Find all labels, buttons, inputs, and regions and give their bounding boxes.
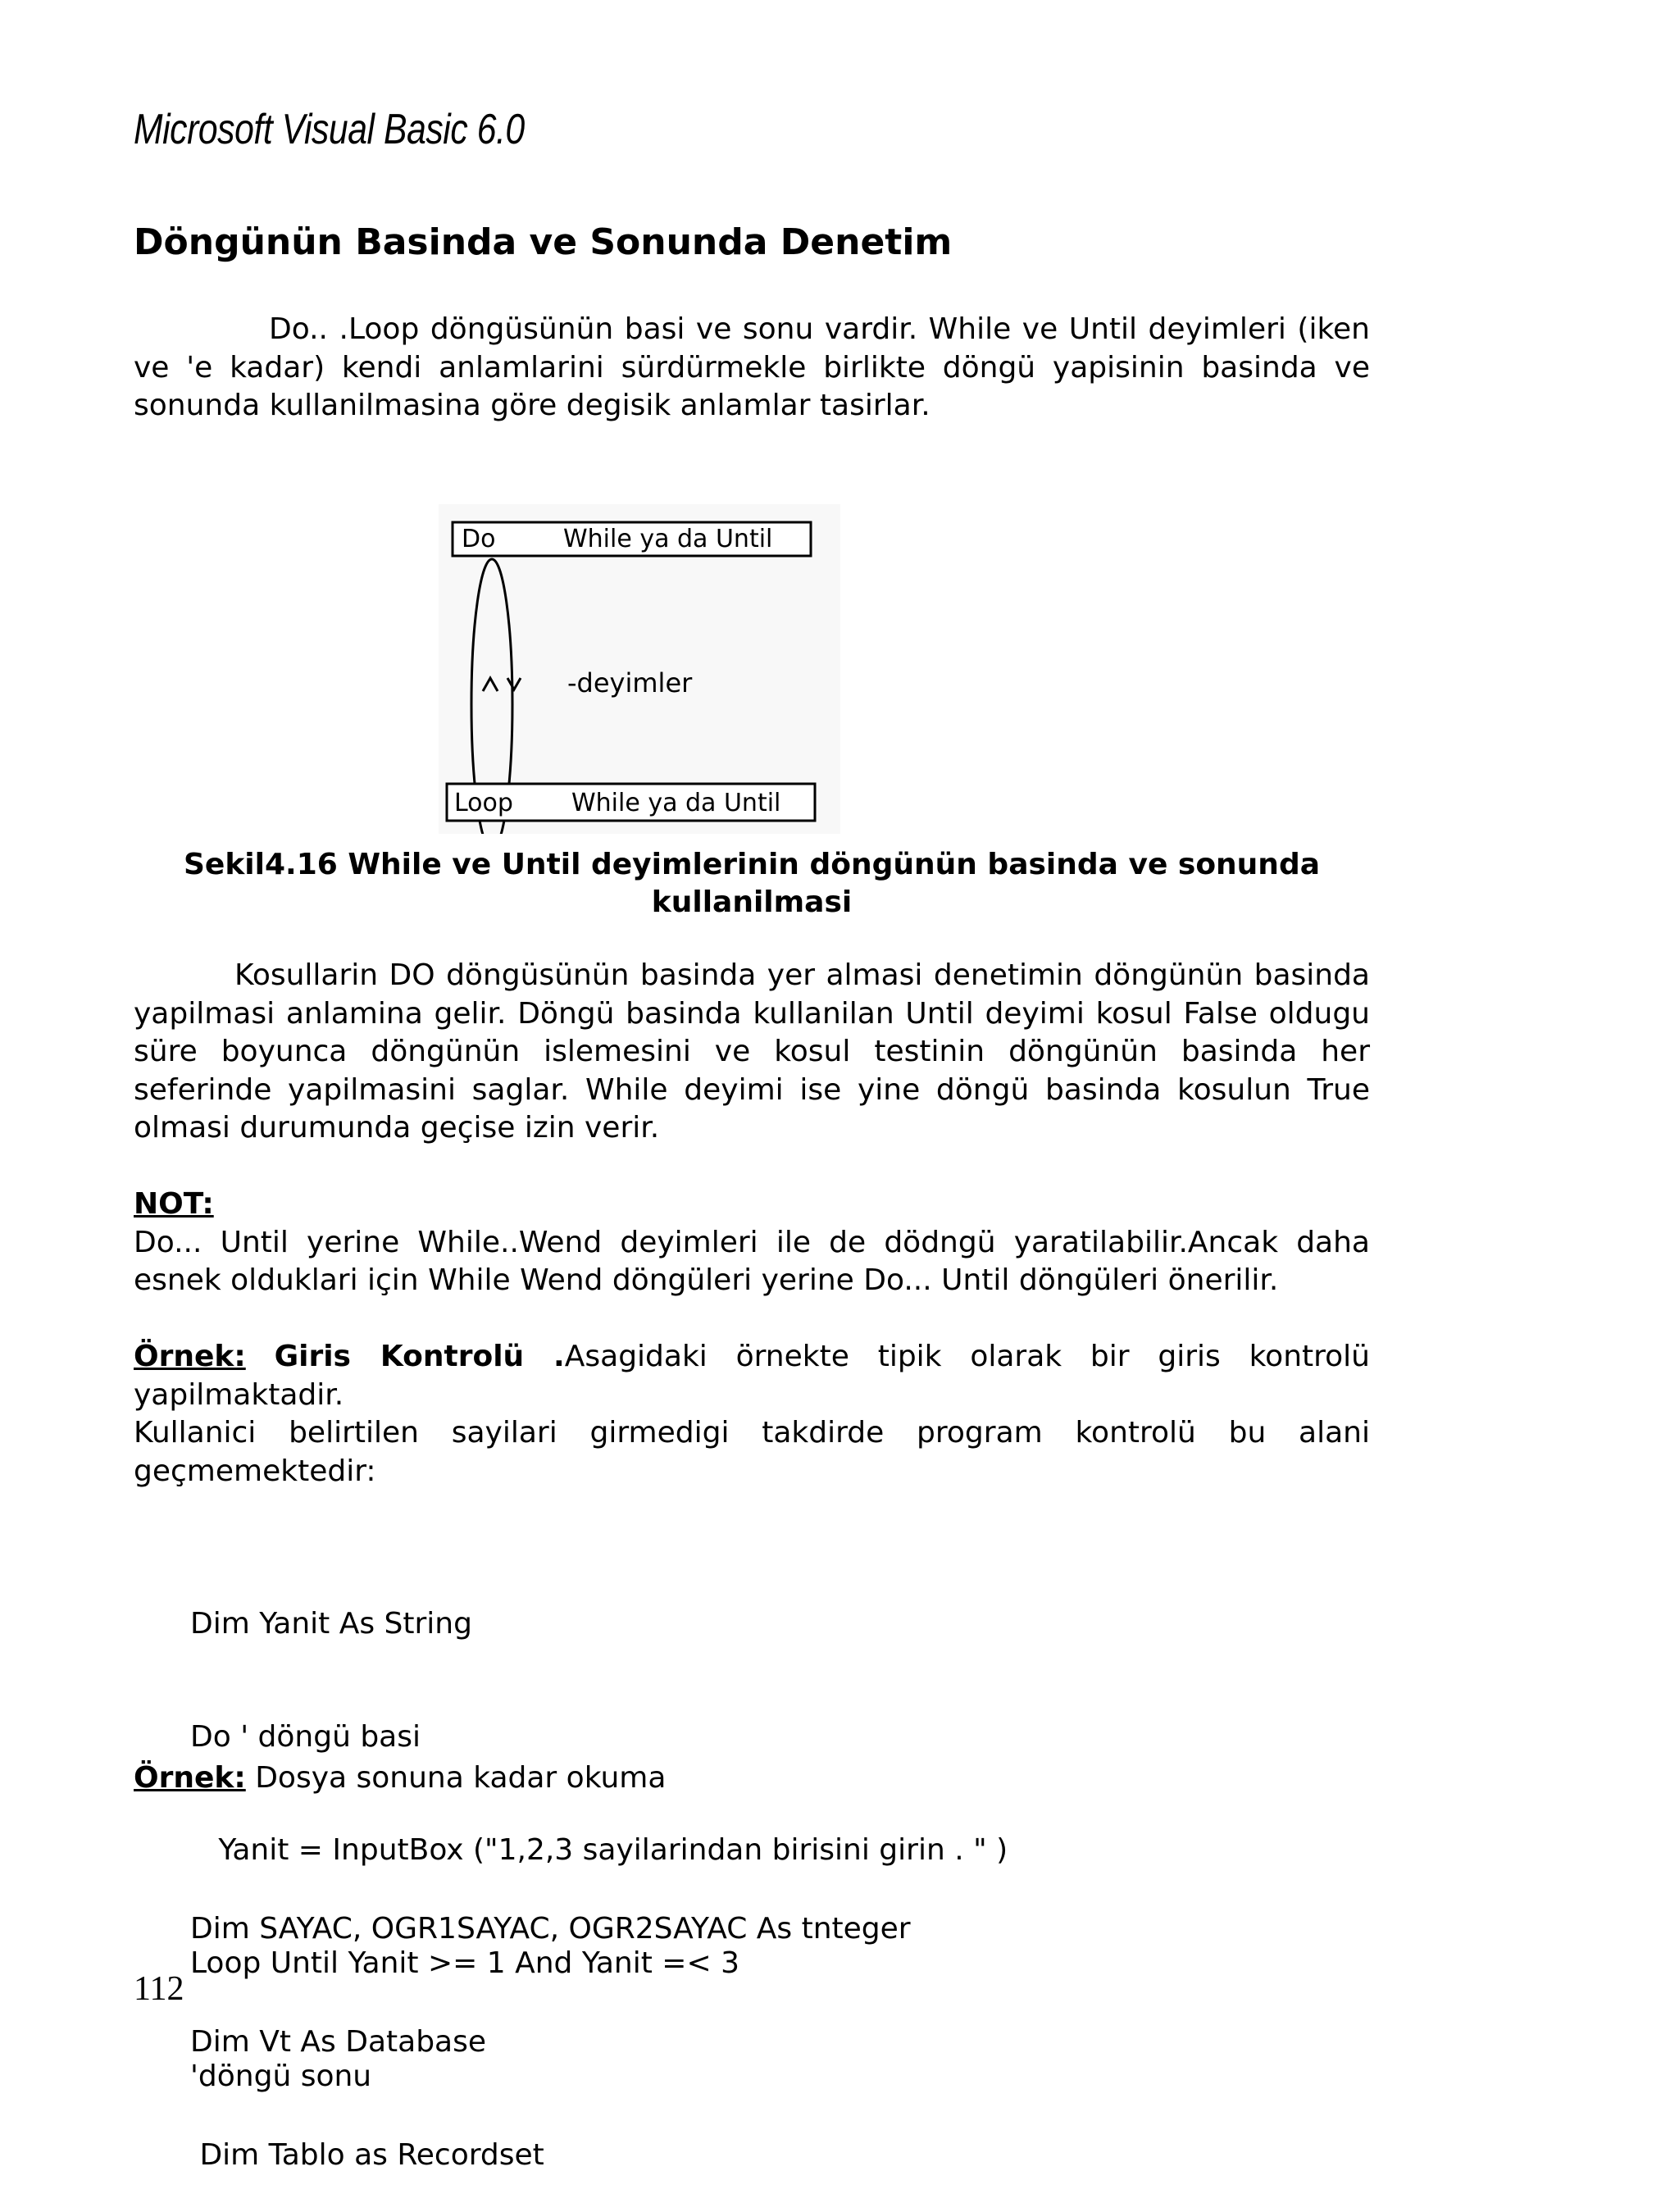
intro-paragraph: Do.. .Loop döngüsünün basi ve sonu vardir. While ve Until deyimleri (iken ve 'e kadar) kendi anlamlarini sürdürmekle birlikte döngü yapisinin basinda ve sonunda kullanilmasina göre degisik anlamlar tasirlar.	[134, 312, 1370, 422]
running-header: Microsoft Visual Basic 6.0	[134, 106, 525, 153]
example2-intro	[134, 1759, 1370, 1798]
code-line: Dim Yanit As String	[190, 1607, 472, 1641]
example1-label: Örnek:	[134, 1340, 246, 1373]
code-line: Dim Vt As Database	[190, 2025, 487, 2059]
top-box-condition: While ya da Until	[563, 525, 773, 553]
page-number: 112	[134, 1970, 184, 2008]
example1-text2: Kullanici belirtilen sayilari girmedigi takdirde program kontrolü bu alani geçmemektedir:	[134, 1416, 1370, 1488]
example1-intro	[134, 1338, 1370, 1414]
example1-text: Asagidaki örnekte tipik olarak bir giris kontrolü yapilmaktadir.	[134, 1340, 1370, 1412]
example2-text: Dosya sonuna kadar okuma	[255, 1761, 667, 1795]
example2-code	[190, 1835, 911, 2212]
example2-label: Örnek:	[134, 1761, 246, 1795]
bottom-box-condition: While ya da Until	[571, 789, 781, 817]
code-line: Dim Tablo as Recordset	[190, 2138, 544, 2172]
middle-label: -deyimler	[567, 667, 693, 699]
bottom-box-keyword: Loop	[454, 789, 513, 817]
note-block	[134, 1186, 1370, 1300]
explanation-paragraph: Kosullarin DO döngüsünün basinda yer almasi denetimin döngünün basinda yapilmasi anlamina gelir. Döngü basinda kullanilan Until deyimi kosul False oldugu süre boyunca döngünün islemesini ve kosul testinin döngünün basinda her seferinde yapilmasini saglar. While deyimi ise yine döngü basinda kosulun True olmasi durumunda geçise izin verir.	[134, 958, 1370, 1145]
example1-title: Giris Kontrolü .	[274, 1340, 565, 1373]
code-line: Do ' döngü basi	[190, 1720, 421, 1754]
note-text: Do... Until yerine While..Wend deyimleri ile de dödngü yaratilabilir.Ancak daha esnek olduklari için While Wend döngüleri yerine Do... Until döngüleri önerilir.	[134, 1225, 1370, 1297]
code-line: Yanit = InputBox ("1,2,3 sayilarindan birisini girin . " )	[190, 1833, 1008, 1867]
code-line: 'döngü sonu	[190, 2060, 372, 2093]
code-line: Dim SAYAC, OGR1SAYAC, OGR2SAYAC As tnteger	[190, 1912, 911, 1946]
code-line: Loop Until Yanit >= 1 And Yanit =< 3	[190, 1946, 739, 1980]
figure-caption: Sekil4.16 While ve Until deyimlerinin döngünün basinda ve sonunda kullanilmasi	[184, 848, 1320, 919]
note-label: NOT:	[134, 1187, 214, 1221]
loop-diagram	[439, 504, 840, 834]
top-box-keyword: Do	[462, 525, 496, 553]
section-title: Döngünün Basinda ve Sonunda Denetim	[134, 221, 953, 263]
